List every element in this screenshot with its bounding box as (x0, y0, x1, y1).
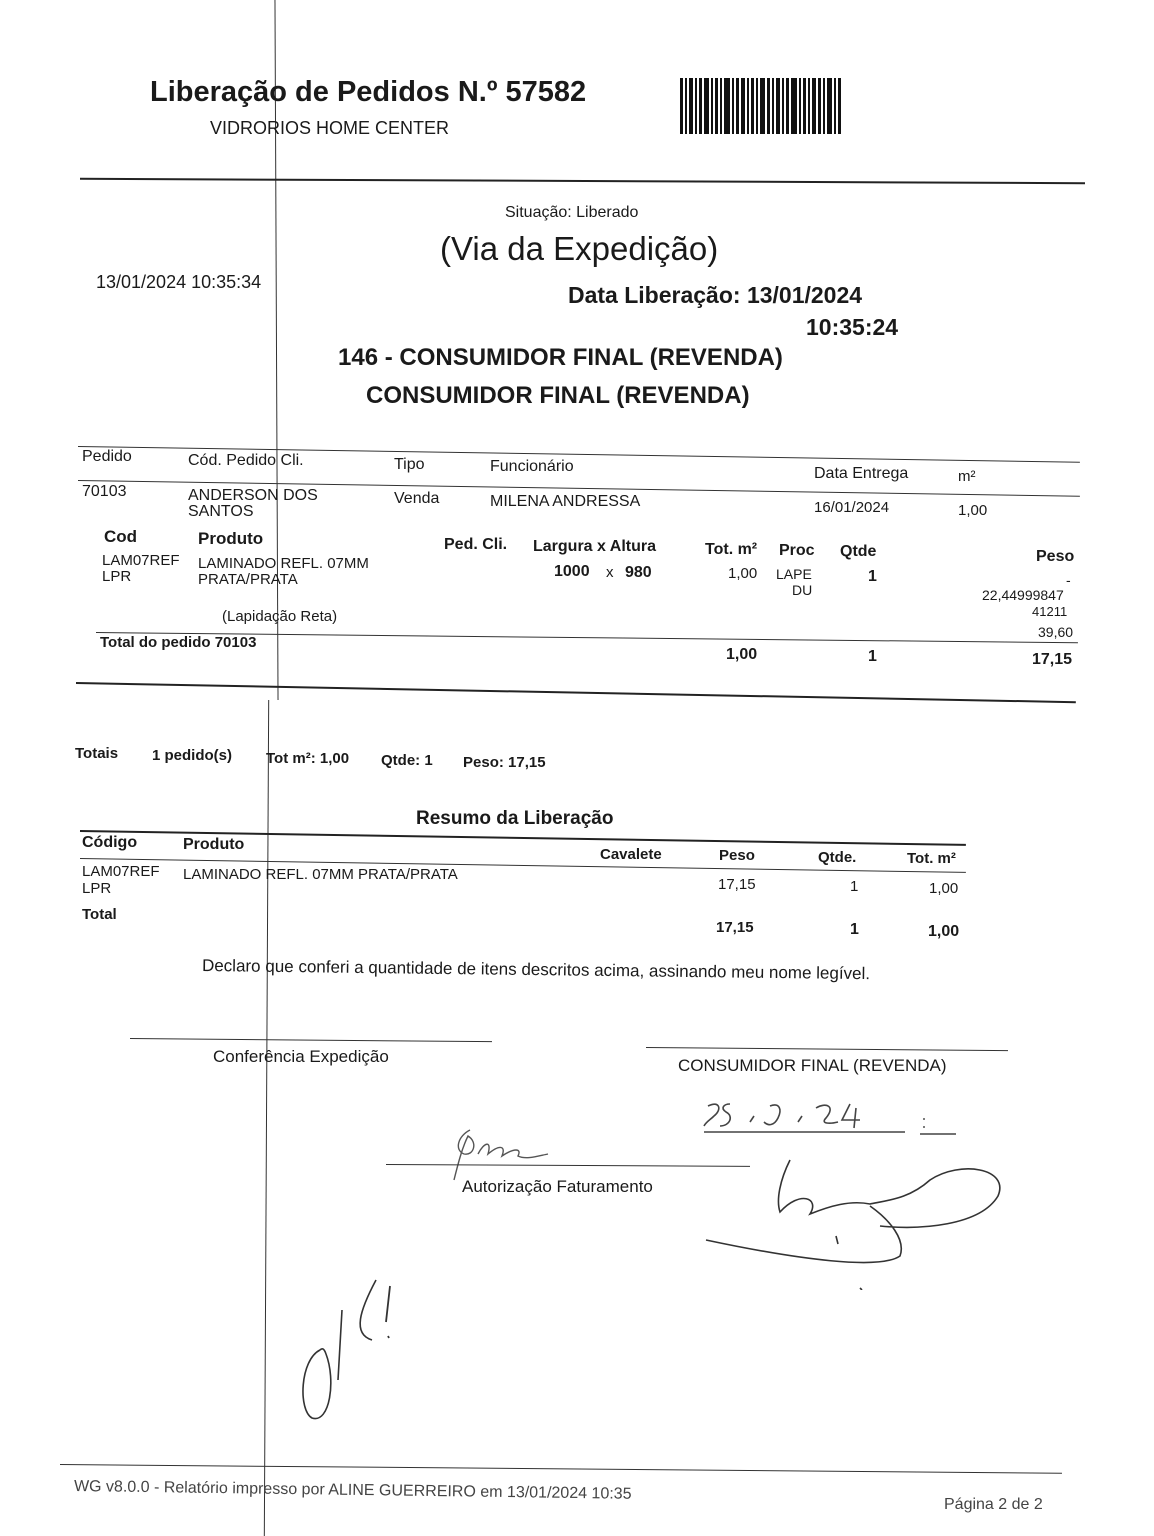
summary-codigo-line1: LAM07REF (82, 863, 160, 880)
totals-label: Totais (75, 745, 119, 762)
customer-name: CONSUMIDOR FINAL (REVENDA) (366, 382, 750, 409)
item-proc-line2: DU (792, 582, 813, 598)
item-col-largura-altura: Largura x Altura (533, 538, 656, 555)
item-col-peso: Peso (1036, 548, 1075, 565)
release-date: Data Liberação: 13/01/2024 (568, 282, 863, 308)
signature-line-conferencia (130, 1038, 492, 1042)
summary-total-label: Total (82, 906, 117, 923)
order-total-label: Total do pedido 70103 (100, 634, 257, 651)
item-cod-line1: LAM07REF (102, 552, 180, 569)
handwritten-ok (290, 1270, 430, 1430)
summary-produto: LAMINADO REFL. 07MM PRATA/PRATA (183, 866, 458, 883)
col-tipo: Tipo (394, 456, 425, 473)
item-qtde: 1 (868, 568, 877, 585)
signature-label-cliente: CONSUMIDOR FINAL (REVENDA) (678, 1056, 947, 1075)
summary-total-qtde: 1 (850, 921, 859, 938)
item-col-tot-m2: Tot. m² (705, 541, 758, 558)
item-produto-line1: LAMINADO REFL. 07MM (198, 555, 369, 572)
order-total-m2: 1,00 (726, 646, 758, 663)
col-cod-pedido-cli: Cód. Pedido Cli. (188, 452, 304, 469)
item-col-produto: Produto (198, 529, 264, 548)
pedido-number: 70103 (82, 483, 127, 500)
summary-tot-m2: 1,00 (929, 880, 959, 897)
print-timestamp: 13/01/2024 10:35:34 (96, 272, 262, 292)
summary-codigo-line2: LPR (82, 880, 112, 897)
customer-signature (700, 1140, 1020, 1290)
item-col-cod: Cod (104, 527, 138, 546)
summary-col-produto: Produto (183, 836, 245, 853)
document-title: Liberação de Pedidos N.º 57582 (150, 76, 587, 108)
totals-qtde: Qtde: 1 (381, 752, 433, 769)
totals-pedidos: 1 pedido(s) (152, 747, 233, 764)
summary-total-m2: 1,00 (928, 923, 960, 940)
barcode (680, 78, 858, 134)
summary-title: Resumo da Liberação (416, 808, 614, 829)
summary-total-peso: 17,15 (716, 919, 754, 936)
footer-page-number: Página 2 de 2 (944, 1496, 1043, 1513)
header-divider (80, 178, 1085, 184)
scan-artifact-line-lower (264, 700, 269, 1536)
client-name-line2: SANTOS (188, 503, 254, 520)
item-peso-line2: 22,44999847 (982, 587, 1064, 603)
col-pedido: Pedido (82, 448, 132, 465)
footer-printed-by: WG v8.0.0 - Relatório impresso por ALINE GUERREIRO em 13/01/2024 10:35 (73, 1478, 632, 1503)
item-tot-m2: 1,00 (728, 565, 758, 582)
signature-label-conferencia: Conferência Expedição (213, 1047, 389, 1066)
totals-peso: Peso: 17,15 (463, 754, 546, 771)
summary-peso: 17,15 (718, 876, 756, 893)
signature-label-autorizacao: Autorização Faturamento (462, 1177, 653, 1196)
item-col-proc: Proc (779, 542, 815, 559)
signature-line-cliente (646, 1047, 1008, 1051)
via-label: (Via da Expedição) (440, 230, 719, 267)
order-total-peso: 17,15 (1032, 651, 1073, 668)
item-processo: (Lapidação Reta) (222, 608, 338, 625)
delivery-date: 16/01/2024 (814, 499, 890, 516)
order-table-bottom-border (76, 682, 1076, 703)
summary-col-qtde: Qtde. (818, 849, 857, 866)
col-funcionario: Funcionário (490, 458, 574, 475)
footer-divider (60, 1464, 1062, 1474)
col-m2: m² (958, 468, 976, 485)
item-col-qtde: Qtde (840, 543, 877, 560)
totals-m2: Tot m²: 1,00 (266, 750, 350, 767)
item-largura: 1000 (554, 563, 590, 580)
declaration-text: Declaro que conferi a quantidade de itens descritos acima, assinando meu nome legível. (201, 956, 871, 984)
summary-qtde: 1 (850, 878, 859, 895)
item-altura: 980 (625, 564, 652, 581)
item-produto-line2: PRATA/PRATA (198, 571, 298, 588)
item-peso-line3: 41211 (1032, 604, 1068, 619)
order-m2: 1,00 (958, 502, 988, 519)
company-name: VIDRORIOS HOME CENTER (210, 118, 450, 138)
item-cod-line2: LPR (102, 568, 132, 585)
summary-col-cavalete: Cavalete (600, 846, 662, 863)
release-time: 10:35:24 (806, 314, 899, 340)
col-data-entrega: Data Entrega (814, 465, 909, 482)
summary-col-tot-m2: Tot. m² (907, 850, 956, 867)
summary-col-codigo: Código (82, 834, 138, 851)
summary-col-peso: Peso (719, 847, 755, 864)
signature-line-autorizacao (386, 1164, 750, 1167)
item-col-ped-cli: Ped. Cli. (444, 536, 508, 553)
customer-code-name: 146 - CONSUMIDOR FINAL (REVENDA) (338, 344, 783, 371)
item-proc-line1: LAPE (776, 566, 812, 582)
order-type: Venda (394, 490, 440, 507)
status-label: Situação: Liberado (505, 204, 639, 221)
client-name-line1: ANDERSON DOS (188, 487, 318, 504)
order-total-qtde: 1 (868, 648, 877, 665)
item-peso-line1: - (1066, 572, 1071, 588)
item-x: x (606, 564, 614, 581)
employee-name: MILENA ANDRESSA (490, 493, 641, 510)
item-peso-line4: 39,60 (1038, 624, 1074, 640)
